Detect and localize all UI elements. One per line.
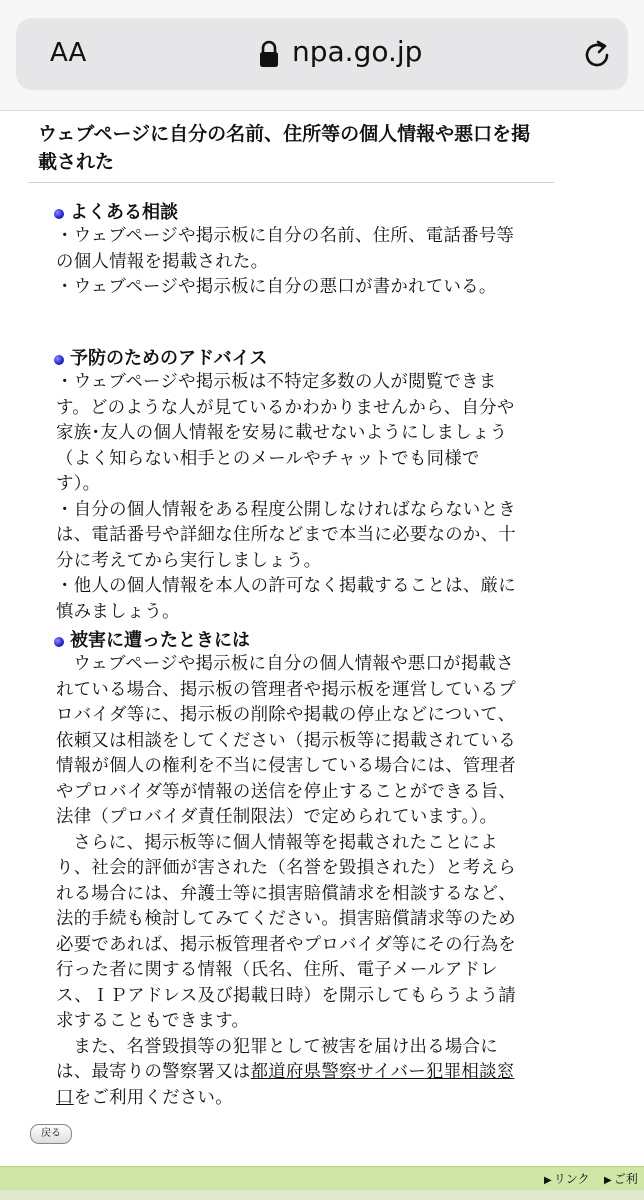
list-item: ・ウェブページや掲示板に自分の悪口が書かれている。 — [56, 277, 497, 297]
paragraph: さらに、掲示板等に個人情報等を掲載されたことにより、社会的評価が害された（名誉を毀損された）と考えられる場合には、弁護士等に損害賠償請求を相談するなど、法的手続も検討してみてください。損害賠償請求等のため必要であれば、掲示板管理者やプロバイダ等にその行為を行った者に関する情報（氏名、住所、電子メールアドレス、ＩＰアドレス及び掲載日時）を開示してもらうよう請求することもできます。 — [56, 832, 516, 1031]
section-body-common-consultation — [56, 224, 524, 301]
section-body-prevention-advice — [56, 370, 524, 625]
bullet-icon — [54, 355, 64, 365]
list-item: ・ウェブページや掲示板に自分の名前、住所、電話番号等の個人情報を掲載された。 — [56, 226, 515, 272]
bullet-icon — [54, 209, 64, 219]
section-title-prevention-advice: 予防のためのアドバイス — [54, 344, 267, 370]
reload-icon[interactable] — [580, 38, 614, 72]
text-size-button[interactable]: AA — [50, 38, 87, 68]
bullet-icon — [54, 637, 64, 647]
footer-link-usage[interactable]: ▶ ご利 — [604, 1172, 638, 1186]
paragraph: また、名誉毀損等の犯罪として被害を届け出る場合には、最寄りの警察署又は都道府県警察サイバー犯罪相談窓口をご利用ください。 — [56, 1036, 515, 1108]
page-title: ウェブページに自分の名前、住所等の個人情報や悪口を掲載された — [38, 123, 531, 173]
list-item: ・ウェブページや掲示板は不特定多数の人が閲覧できます。どのような人が見ているかわかりませんから、自分や家族･友人の個人情報を安易に載せないようにしましょう（よく知らない相手とのメールやチャットでも同様です）。 — [56, 372, 515, 494]
paragraph: ウェブページや掲示板に自分の個人情報や悪口が掲載されている場合、掲示板の管理者や掲示板を運営しているプロバイダ等に、掲示板の削除や掲載の停止などについて、依頼又は相談をしてください（掲示板等に掲載されている情報が個人の権利を不当に侵害している場合には、管理者やプロバイダ等が情報の送信を停止することができる旨、法律（プロバイダ責任制限法）で定められています。）。 — [56, 654, 516, 827]
list-item: ・自分の個人情報をある程度公開しなければならないときは、電話番号や詳細な住所などまで本当に必要なのか、十分に考えてから実行しましょう。 — [56, 499, 516, 571]
footer-nav — [0, 1166, 644, 1191]
footer-link-links[interactable]: ▶ リンク — [544, 1172, 590, 1186]
divider — [28, 182, 554, 183]
browser-toolbar — [0, 0, 644, 111]
triangle-right-icon: ▶ — [604, 1175, 612, 1186]
section-title-common-consultation: よくある相談 — [54, 198, 178, 224]
footer-strip — [0, 1190, 644, 1200]
cyber-crime-consultation-link[interactable]: 都道府県警察サイバー犯罪相談窓口 — [56, 1062, 515, 1108]
url-domain: npa.go.jp — [292, 35, 423, 68]
triangle-right-icon: ▶ — [544, 1175, 552, 1186]
lock-icon — [258, 40, 280, 68]
back-button[interactable]: 戻る — [30, 1124, 72, 1144]
list-item: ・他人の個人情報を本人の許可なく掲載することは、厳に慎みましょう。 — [56, 576, 516, 622]
address-bar[interactable] — [16, 18, 628, 90]
section-body-when-victimized — [56, 652, 524, 1111]
section-title-when-victimized: 被害に遭ったときには — [54, 626, 250, 652]
